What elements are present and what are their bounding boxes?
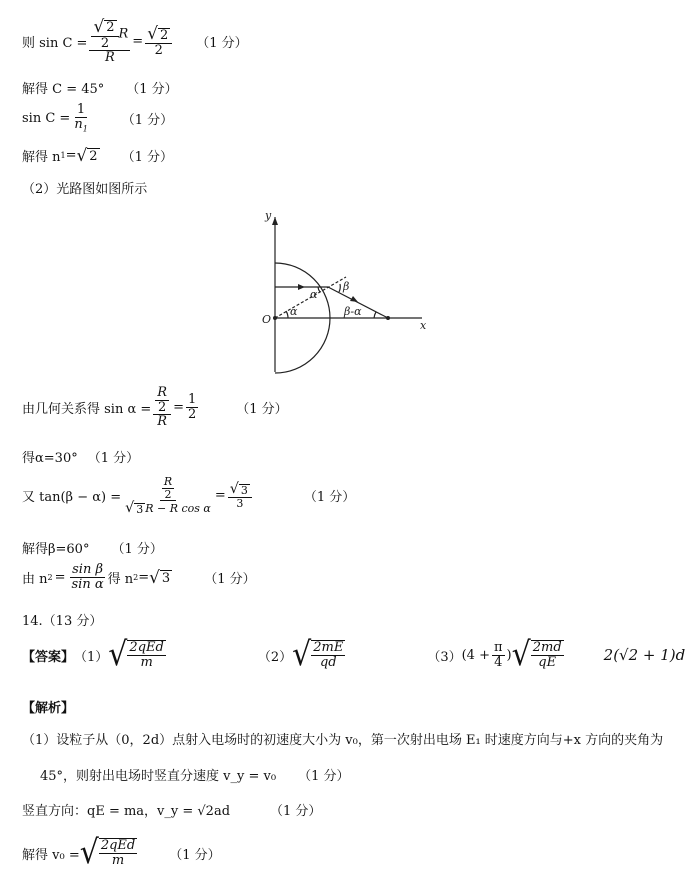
sqrt-fraction: √ $\frac{\text{2qEd}}{m}$ (79, 833, 136, 872)
denominator (72, 118, 89, 134)
fraction (186, 393, 198, 421)
denominator: 2 (154, 42, 163, 58)
denominator: m (111, 852, 125, 868)
text-prefix: 解得 v₀ = (22, 847, 80, 863)
arrowhead (350, 296, 358, 302)
question-14-heading (22, 610, 102, 629)
line-part2-heading (22, 178, 147, 197)
analysis-line-2 (40, 765, 349, 784)
radicand: 3 (161, 570, 171, 586)
fraction (72, 103, 89, 134)
line-sinC-n1 (22, 103, 173, 134)
line-sinC-equation (22, 18, 248, 65)
denominator: sin α (71, 576, 104, 592)
origin-label: O (262, 313, 272, 326)
analysis-label (22, 697, 74, 716)
denominator: 2 (187, 406, 197, 422)
text: 45°，则射出电场时竖直分速度 v_y = v₀ (40, 769, 277, 784)
beta-minus-alpha-label: β-α (344, 305, 362, 318)
equals: = (54, 569, 66, 585)
line-C-result (22, 78, 178, 97)
analysis-line-3 (22, 800, 321, 819)
text-prefix: 由几何关系得 sin α = (22, 401, 152, 417)
text-prefix: 由 n (22, 571, 48, 587)
line-sin-alpha (22, 386, 288, 429)
line-alpha-result (22, 447, 139, 466)
text-prefix: 解得 n (22, 150, 61, 165)
denominator: R (104, 50, 115, 66)
equals: = (65, 148, 77, 163)
radicand: 3 (136, 502, 144, 516)
equals: = (138, 569, 150, 585)
points-label: （1 分） (204, 571, 256, 587)
denominator: 2 (158, 399, 167, 415)
numerator: 2mE (313, 640, 344, 655)
den-n: n (74, 116, 83, 132)
fraction: √ 2 2 (145, 25, 172, 57)
radicand: 2 (89, 148, 98, 164)
expression-prefix: (4 + (461, 647, 490, 663)
denominator: R (157, 414, 168, 430)
line-n2 (22, 563, 256, 591)
points-label: （1 分） (236, 401, 288, 417)
analysis-line-4 (22, 833, 221, 872)
equals: = (132, 33, 144, 49)
denominator: 3 (236, 496, 244, 510)
numerator: R (163, 475, 173, 488)
x-label: x (420, 319, 427, 332)
points-label: （1 分） (121, 112, 174, 128)
arrowhead (272, 217, 278, 225)
denominator-rest: R − R cos α (145, 502, 211, 516)
numerator: π (493, 639, 503, 655)
text: 【解析】 (22, 701, 75, 716)
radicand: 3 (240, 484, 248, 498)
numerator: R (157, 385, 168, 400)
numerator: sin β (72, 562, 103, 577)
arrowhead (298, 284, 305, 290)
point-origin (273, 316, 277, 320)
text-mid: 得 n (107, 571, 134, 587)
numerator: 1 (187, 392, 197, 408)
subscript: 2 (47, 572, 53, 582)
radicand: 2 (106, 20, 115, 36)
numerator: 2qEd (100, 838, 136, 853)
sqrt-fraction: √ $\frac{2mE}{qd}$ (292, 635, 344, 674)
alpha-label: α (290, 305, 298, 318)
text: （1）设粒子从（0，2d）点射入电场时的初速度大小为 v₀，第一次射出电场 E₁ 时速度方向与+x 方向的夹角为 (22, 733, 664, 748)
text: 得α=30° (22, 451, 78, 466)
points-label: （1 分） (87, 451, 140, 466)
points-label: （1 分） (196, 35, 248, 51)
fraction (153, 386, 171, 429)
points-label: （1 分） (303, 490, 356, 506)
denominator: qE (538, 654, 557, 670)
part-label: （3） (427, 649, 462, 665)
text: 14.（13 分） (22, 614, 103, 629)
points-label: （1 分） (270, 804, 322, 819)
line-beta-result (22, 538, 163, 557)
denominator: 2 (100, 35, 110, 51)
numerator-r: R (118, 26, 129, 42)
beta-label: β (343, 280, 350, 293)
subscript: 1 (60, 151, 66, 160)
light-path-diagram (250, 205, 440, 375)
subscript: 2 (133, 572, 139, 582)
alpha-arc (286, 311, 288, 318)
close-paren: ) (506, 647, 512, 663)
sqrt: √ 2 (76, 145, 98, 166)
points-label: （1 分） (121, 150, 173, 165)
text: 解得β=60° (22, 542, 90, 557)
answer-label: 【答案】 (22, 649, 75, 665)
text: 竖直方向：qE = ma，v_y = √2ad (22, 804, 231, 819)
numerator: 2md (532, 640, 562, 655)
y-label: y (265, 209, 272, 222)
beta-arc (339, 284, 340, 292)
line-n1-result (22, 146, 173, 165)
answer-line (22, 635, 686, 674)
alpha-arc-2 (318, 287, 320, 292)
denominator: 2 (164, 487, 172, 501)
part-label: （2） (257, 649, 293, 665)
sqrt: √ 3 (149, 566, 171, 587)
points-label: （1 分） (298, 769, 350, 784)
points-label: （1 分） (111, 542, 163, 557)
alpha-label-2: α (310, 288, 318, 301)
denominator: qd (319, 654, 337, 670)
beta-alpha-arc (374, 312, 376, 318)
denominator: 4 (494, 654, 503, 670)
analysis-line-1 (22, 729, 663, 748)
numerator: 2qEd (129, 640, 164, 655)
line-tan (22, 476, 355, 515)
points-label: （1 分） (169, 847, 221, 863)
numerator: 1 (76, 102, 86, 117)
answer-4: 2(√2 + 1)d (603, 646, 686, 664)
sqrt-fraction: √ $\frac{2md}{qE}$ (511, 635, 562, 674)
text: （2）光路图如图所示 (22, 182, 148, 197)
fraction: $\frac{R}{2}$ √ 3 R − R cos α (125, 475, 211, 517)
equals: = (173, 399, 184, 415)
sqrt-fraction: √ $\frac{\text{2qEd}}{m}$ (108, 635, 164, 674)
text-prefix: 则 sin C = (22, 35, 88, 51)
part-label: （1） (74, 649, 109, 665)
fraction: √ 3 3 (228, 482, 252, 509)
denominator: m (140, 654, 153, 670)
text-prefix: 又 tan(β − α) = (22, 490, 122, 506)
radicand: 2 (159, 27, 169, 43)
point (386, 316, 390, 320)
fraction (492, 641, 505, 669)
fraction: √ 2 2 R R (89, 18, 130, 65)
equals: = (214, 488, 226, 504)
points-label: （1 分） (126, 82, 178, 97)
den-sub: 1 (82, 124, 88, 134)
text: 解得 C = 45° (22, 82, 105, 97)
fraction (70, 563, 106, 591)
text-prefix: sin C = (22, 110, 71, 126)
